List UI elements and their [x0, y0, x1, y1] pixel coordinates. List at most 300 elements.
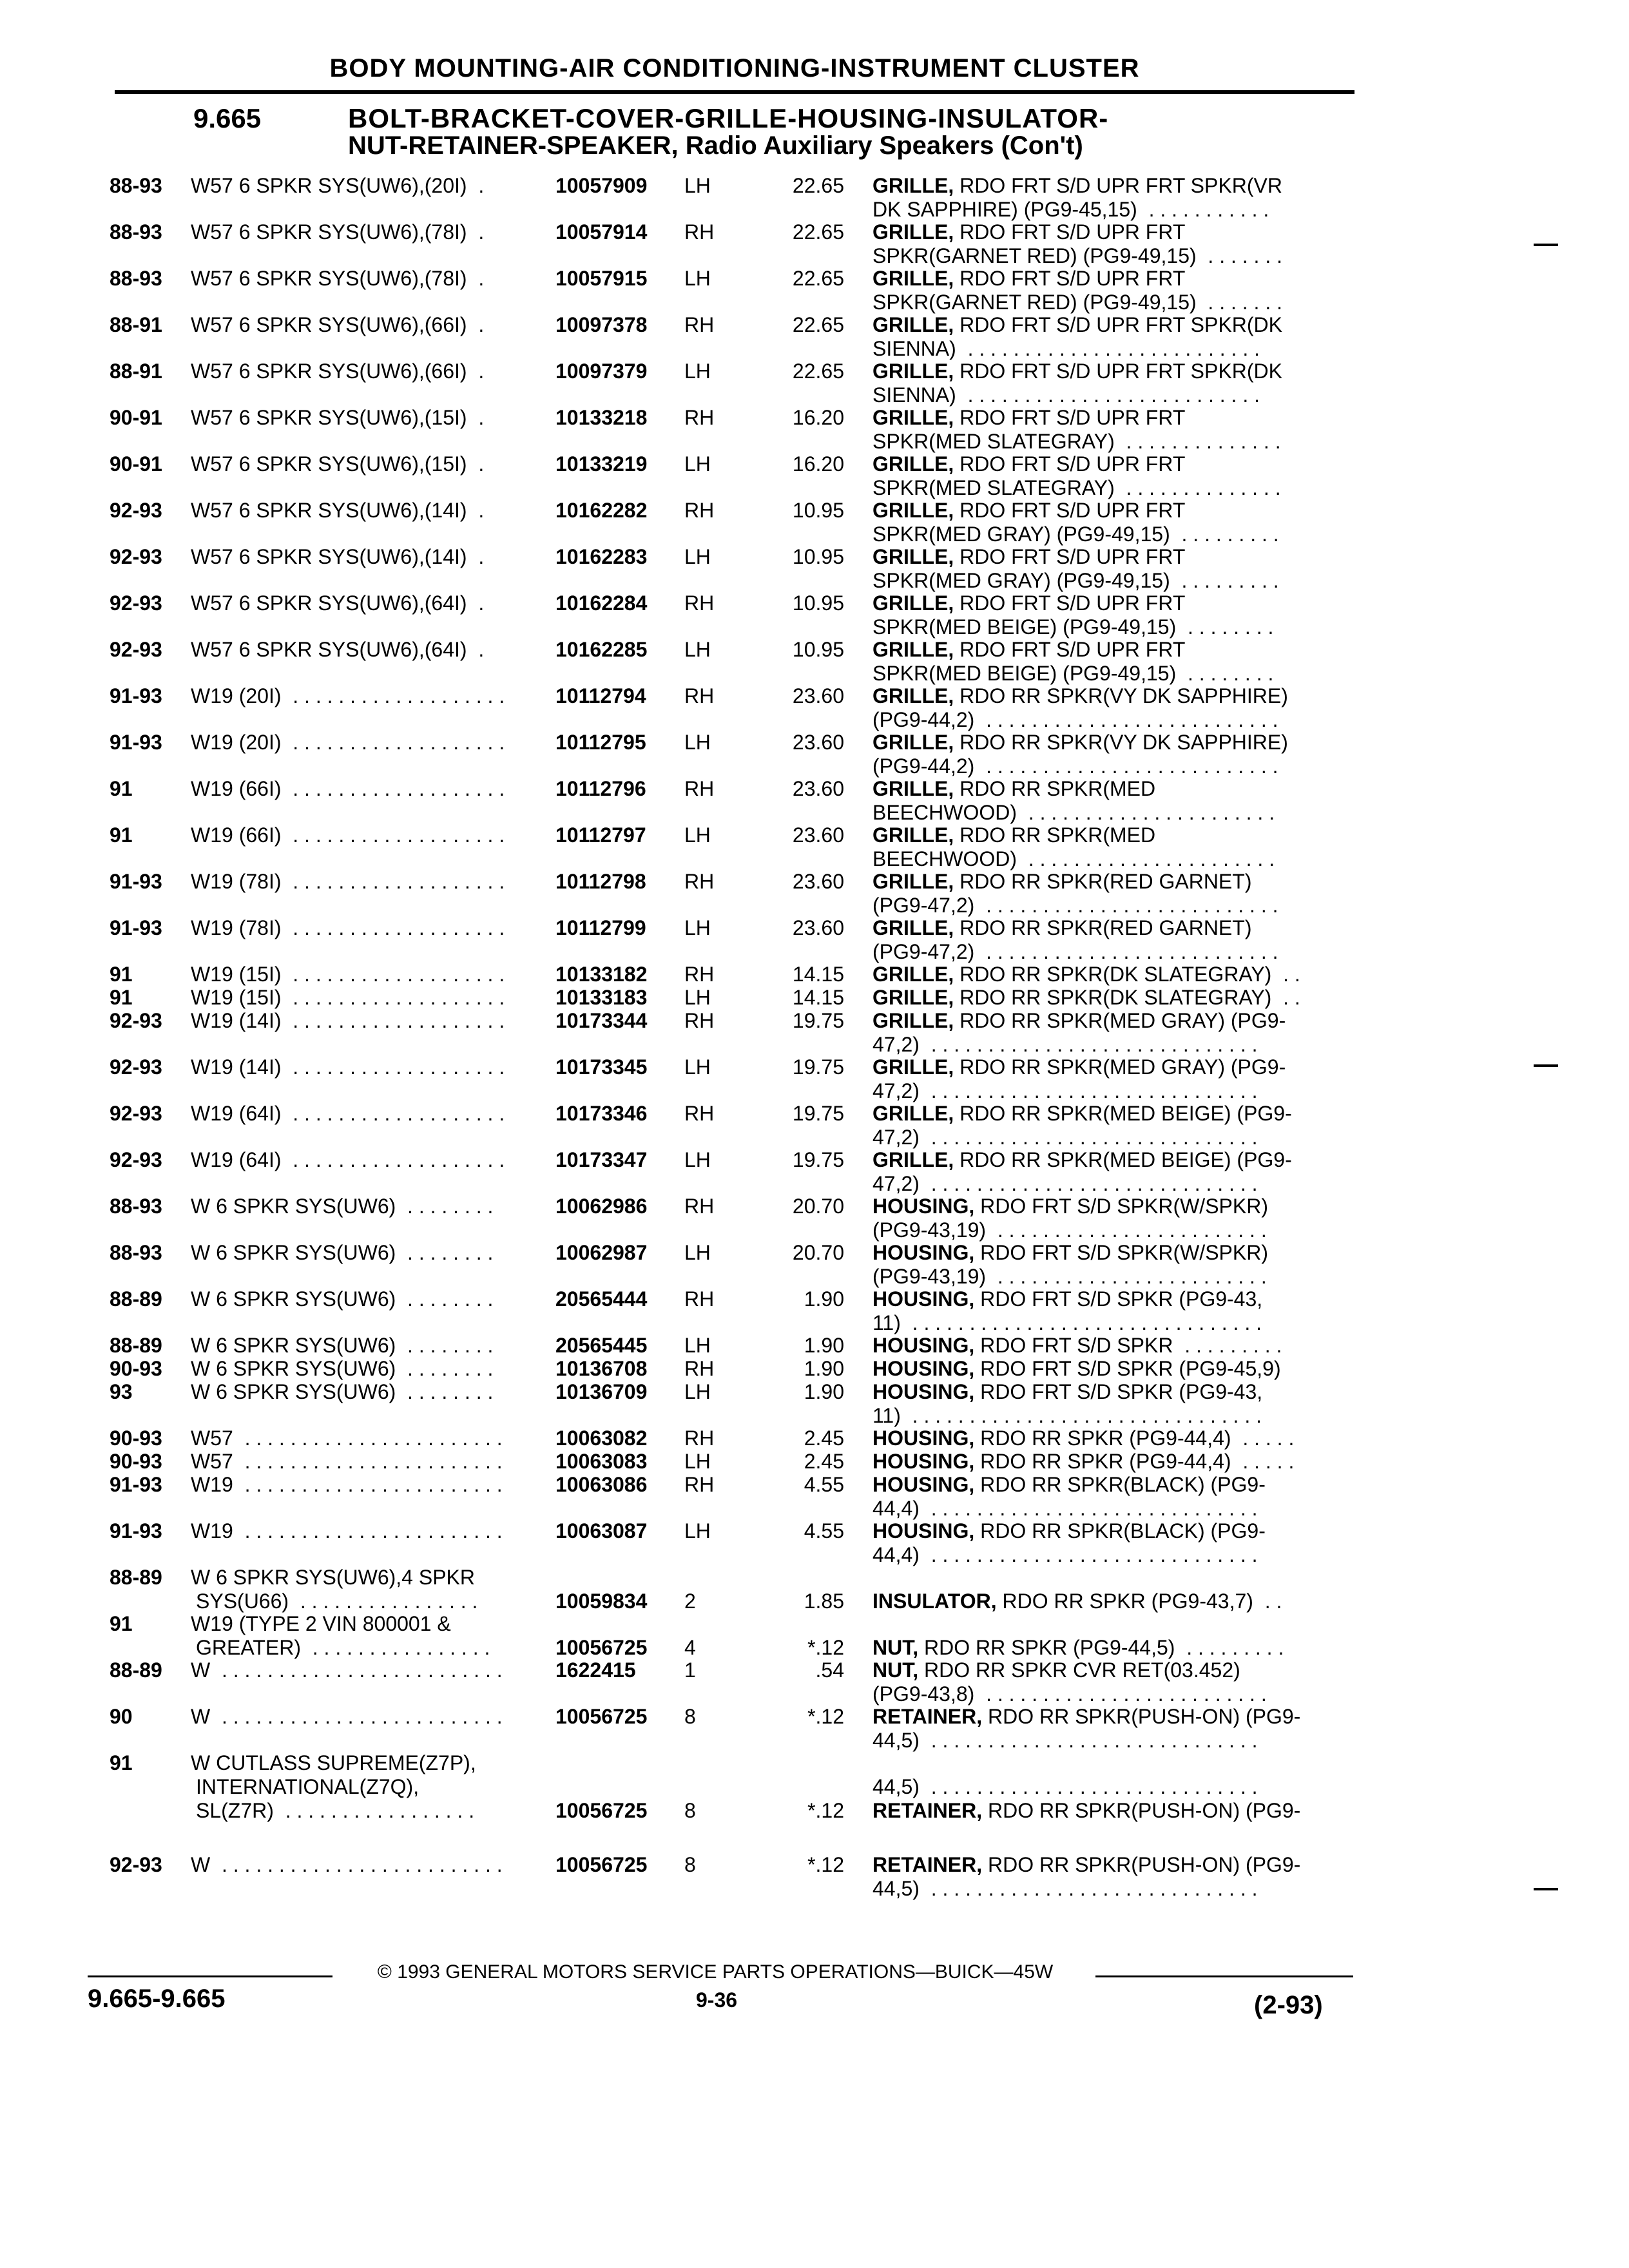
footer-date: (2-93) — [1254, 1991, 1323, 2019]
part-name: GRILLE, — [872, 1055, 954, 1079]
description-cell — [872, 916, 1349, 940]
model-cell: W 6 SPKR SYS(UW6) . . . . . . . . — [191, 1380, 494, 1403]
description-continuation: 44,5) . . . . . . . . . . . . . . . . . . . . . . . . . . . . . — [872, 1877, 1258, 1900]
description-text: RDO FRT S/D UPR FRT — [954, 638, 1186, 661]
model-cell: W19 (66I) . . . . . . . . . . . . . . . . . . . — [191, 777, 505, 800]
location-qty-cell: LH — [684, 1334, 711, 1357]
model-cell: SL(Z7R) . . . . . . . . . . . . . . . . . — [196, 1799, 475, 1822]
location-qty-cell: LH — [684, 1055, 711, 1079]
description-text: RDO RR SPKR(MED BEIGE) (PG9- — [954, 1102, 1292, 1125]
years-cell: 91 — [110, 777, 133, 800]
part-name: HOUSING, — [872, 1473, 975, 1496]
price-cell: 1.90 — [804, 1287, 844, 1311]
part-number-cell: 10173344 — [555, 1009, 648, 1032]
description-text: RDO FRT S/D UPR FRT — [954, 591, 1186, 615]
location-qty-cell: LH — [684, 1519, 711, 1542]
part-number-cell: 10056725 — [555, 1636, 648, 1659]
description-text: RDO FRT S/D SPKR (PG9-43, — [974, 1287, 1263, 1311]
part-name: GRILLE, — [872, 731, 954, 754]
part-name: HOUSING, — [872, 1450, 975, 1473]
description-text: RDO RR SPKR (PG9-43,7) . . — [996, 1590, 1282, 1613]
description-cell — [872, 1334, 1349, 1358]
model-cell: W57 6 SPKR SYS(UW6),(78I) . — [191, 220, 485, 244]
part-number-cell: 10112795 — [555, 731, 646, 754]
model-cell: W57 6 SPKR SYS(UW6),(66I) . — [191, 360, 485, 383]
description-cell — [872, 406, 1349, 430]
location-qty-cell: LH — [684, 452, 711, 476]
location-qty-cell: RH — [684, 1427, 715, 1450]
model-cell: W19 (20I) . . . . . . . . . . . . . . . . . . . — [191, 684, 505, 707]
years-cell: 88-93 — [110, 174, 162, 197]
part-name: HOUSING, — [872, 1519, 975, 1542]
part-name: HOUSING, — [872, 1334, 975, 1357]
years-cell: 92-93 — [110, 638, 162, 661]
description-cell — [872, 452, 1349, 476]
description-text: RDO RR SPKR(RED GARNET) — [954, 870, 1252, 893]
part-number-cell: 10112794 — [555, 684, 646, 707]
description-cell — [872, 1055, 1349, 1079]
description-text: RDO FRT S/D UPR FRT — [954, 406, 1186, 429]
description-continuation: SPKR(MED SLATEGRAY) . . . . . . . . . . . . . . — [872, 430, 1281, 453]
years-cell: 91-93 — [110, 870, 162, 893]
years-cell: 91 — [110, 1612, 133, 1635]
part-number-cell: 10133183 — [555, 986, 648, 1009]
model-cell: W57 6 SPKR SYS(UW6),(14I) . — [191, 545, 485, 568]
model-cell: W19 . . . . . . . . . . . . . . . . . . . . . . . — [191, 1519, 503, 1542]
years-cell: 88-93 — [110, 1195, 162, 1218]
location-qty-cell: LH — [684, 916, 711, 939]
page-title: BODY MOUNTING-AIR CONDITIONING-INSTRUMENT CLUSTER — [329, 54, 1140, 82]
location-qty-cell: 8 — [684, 1799, 696, 1822]
model-cell: W . . . . . . . . . . . . . . . . . . . . . . . . . — [191, 1658, 503, 1682]
location-qty-cell: RH — [684, 220, 715, 244]
description-continuation: SIENNA) . . . . . . . . . . . . . . . . . . . . . . . . . . — [872, 383, 1260, 407]
model-cell: SYS(U66) . . . . . . . . . . . . . . . . — [196, 1590, 478, 1613]
description-text: RDO FRT S/D SPKR (PG9-45,9) — [974, 1357, 1281, 1380]
price-cell: 20.70 — [792, 1195, 844, 1218]
part-name: GRILLE, — [872, 777, 954, 800]
description-cell — [872, 591, 1349, 615]
location-qty-cell: LH — [684, 823, 711, 847]
part-number-cell: 10136708 — [555, 1357, 648, 1380]
description-cell — [872, 823, 1349, 847]
price-cell: 19.75 — [792, 1102, 844, 1125]
description-continuation: (PG9-47,2) . . . . . . . . . . . . . . . . . . . . . . . . . . — [872, 894, 1278, 917]
part-number-cell: 10057909 — [555, 174, 648, 197]
price-cell: 2.45 — [804, 1450, 844, 1473]
description-cell — [872, 986, 1349, 1010]
years-cell: 91 — [110, 823, 133, 847]
price-cell: *.12 — [807, 1636, 844, 1659]
part-name: HOUSING, — [872, 1357, 975, 1380]
part-name: GRILLE, — [872, 870, 954, 893]
part-name: GRILLE, — [872, 684, 954, 707]
years-cell: 88-93 — [110, 267, 162, 290]
description-continuation: SPKR(MED SLATEGRAY) . . . . . . . . . . . . . . — [872, 476, 1281, 499]
years-cell: 90-93 — [110, 1427, 162, 1450]
years-cell: 91 — [110, 963, 133, 986]
description-text: RDO RR SPKR(BLACK) (PG9- — [974, 1519, 1266, 1542]
part-name: RETAINER, — [872, 1705, 983, 1728]
description-text: RDO RR SPKR(DK SLATEGRAY) . . — [954, 963, 1300, 986]
years-cell: 90-91 — [110, 406, 162, 429]
description-text: RDO RR SPKR(MED GRAY) (PG9- — [954, 1055, 1286, 1079]
model-cell: GREATER) . . . . . . . . . . . . . . . . — [196, 1636, 490, 1659]
model-cell: W19 (64I) . . . . . . . . . . . . . . . . . . . — [191, 1102, 505, 1125]
price-cell: 22.65 — [792, 313, 844, 336]
description-cell — [872, 1590, 1349, 1613]
part-number-cell: 10162285 — [555, 638, 648, 661]
part-number-cell: 10173347 — [555, 1148, 648, 1171]
part-number-cell: 10056725 — [555, 1799, 648, 1822]
description-continuation: 47,2) . . . . . . . . . . . . . . . . . . . . . . . . . . . . . — [872, 1079, 1258, 1102]
part-number-cell: 10062987 — [555, 1241, 648, 1264]
description-text: RDO FRT S/D SPKR(W/SPKR) — [974, 1195, 1268, 1218]
model-cell: W19 (14I) . . . . . . . . . . . . . . . . . . . — [191, 1009, 505, 1032]
part-name: GRILLE, — [872, 499, 954, 522]
footer-copyright: © 1993 GENERAL MOTORS SERVICE PARTS OPERATIONS—BUICK—45W — [377, 1961, 1054, 1983]
years-cell: 88-93 — [110, 1241, 162, 1264]
description-cell — [872, 684, 1349, 708]
part-number-cell: 10059834 — [555, 1590, 648, 1613]
margin-mark — [1534, 244, 1558, 246]
price-cell: 10.95 — [792, 638, 844, 661]
description-continuation: 11) . . . . . . . . . . . . . . . . . . . . . . . . . . . . . . . — [872, 1404, 1262, 1427]
price-cell: *.12 — [807, 1705, 844, 1728]
part-number-cell: 10133219 — [555, 452, 648, 476]
description-text: RDO FRT S/D UPR FRT — [954, 452, 1186, 476]
years-cell: 92-93 — [110, 499, 162, 522]
part-number-cell: 10097378 — [555, 313, 648, 336]
description-cell — [872, 1705, 1349, 1729]
description-continuation: SPKR(GARNET RED) (PG9-49,15) . . . . . . . — [872, 291, 1282, 314]
part-name: GRILLE, — [872, 313, 954, 336]
part-name: GRILLE, — [872, 1009, 954, 1032]
part-name: HOUSING, — [872, 1287, 975, 1311]
price-cell: 23.60 — [792, 777, 844, 800]
part-number-cell: 10112796 — [555, 777, 646, 800]
model-cell: INTERNATIONAL(Z7Q), — [196, 1775, 419, 1798]
model-cell: W 6 SPKR SYS(UW6) . . . . . . . . — [191, 1195, 494, 1218]
part-name: RETAINER, — [872, 1799, 983, 1822]
part-number-cell: 10097379 — [555, 360, 648, 383]
footer-page-number: 9-36 — [696, 1988, 738, 2012]
description-text: RDO RR SPKR(MED GRAY) (PG9- — [954, 1009, 1286, 1032]
description-continuation: SPKR(MED BEIGE) (PG9-49,15) . . . . . . . . — [872, 615, 1274, 639]
location-qty-cell: LH — [684, 1241, 711, 1264]
model-cell: W19 (78I) . . . . . . . . . . . . . . . . . . . — [191, 870, 505, 893]
part-name: HOUSING, — [872, 1195, 975, 1218]
part-name: GRILLE, — [872, 174, 954, 197]
part-number-cell: 10057914 — [555, 220, 648, 244]
years-cell: 91 — [110, 986, 133, 1009]
part-number-cell: 10056725 — [555, 1853, 648, 1876]
description-continuation: BEECHWOOD) . . . . . . . . . . . . . . . . . . . . . . — [872, 801, 1275, 824]
part-number-cell: 10063086 — [555, 1473, 648, 1496]
description-text: RDO RR SPKR (PG9-44,5) . . . . . . . . . — [918, 1636, 1284, 1659]
description-cell — [872, 1450, 1349, 1474]
years-cell: 90-93 — [110, 1357, 162, 1380]
description-text: RDO RR SPKR(PUSH-ON) (PG9- — [982, 1705, 1301, 1728]
price-cell: 23.60 — [792, 916, 844, 939]
part-name: GRILLE, — [872, 916, 954, 939]
model-cell: W19 (14I) . . . . . . . . . . . . . . . . . . . — [191, 1055, 505, 1079]
price-cell: 1.85 — [804, 1590, 844, 1613]
model-cell: W19 (15I) . . . . . . . . . . . . . . . . . . . — [191, 986, 505, 1009]
description-text: RDO RR SPKR(MED BEIGE) (PG9- — [954, 1148, 1292, 1171]
years-cell: 88-91 — [110, 360, 162, 383]
description-cell — [872, 1241, 1349, 1265]
model-cell: W57 6 SPKR SYS(UW6),(14I) . — [191, 499, 485, 522]
description-text: RDO RR SPKR CVR RET(03.452) — [918, 1658, 1240, 1682]
model-cell: W19 (78I) . . . . . . . . . . . . . . . . . . . — [191, 916, 505, 939]
years-cell: 92-93 — [110, 591, 162, 615]
part-name: GRILLE, — [872, 1102, 954, 1125]
part-number-cell: 10133182 — [555, 963, 648, 986]
description-cell — [872, 1102, 1349, 1126]
description-cell — [872, 963, 1349, 986]
description-cell — [872, 870, 1349, 894]
location-qty-cell: LH — [684, 545, 711, 568]
model-cell: W19 . . . . . . . . . . . . . . . . . . . . . . . — [191, 1473, 503, 1496]
price-cell: 23.60 — [792, 823, 844, 847]
description-text: RDO FRT S/D SPKR (PG9-43, — [974, 1380, 1263, 1403]
section-title-line2: NUT-RETAINER-SPEAKER, Radio Auxiliary Speakers (Con't) — [348, 131, 1083, 160]
price-cell: 16.20 — [792, 452, 844, 476]
description-cell — [872, 1853, 1349, 1877]
part-number-cell: 10056725 — [555, 1705, 648, 1728]
model-cell: W 6 SPKR SYS(UW6) . . . . . . . . — [191, 1287, 494, 1311]
margin-mark — [1534, 1888, 1558, 1890]
part-number-cell: 10063082 — [555, 1427, 648, 1450]
location-qty-cell: LH — [684, 360, 711, 383]
location-qty-cell: LH — [684, 174, 711, 197]
description-text: RDO RR SPKR(VY DK SAPPHIRE) — [954, 684, 1288, 707]
location-qty-cell: RH — [684, 1357, 715, 1380]
description-text: RDO RR SPKR(MED — [954, 823, 1156, 847]
description-text: RDO FRT S/D UPR FRT — [954, 499, 1186, 522]
price-cell: 4.55 — [804, 1473, 844, 1496]
location-qty-cell: RH — [684, 1287, 715, 1311]
price-cell: 23.60 — [792, 684, 844, 707]
description-continuation: (PG9-43,19) . . . . . . . . . . . . . . . . . . . . . . . . — [872, 1265, 1267, 1288]
part-number-cell: 10162283 — [555, 545, 648, 568]
location-qty-cell: LH — [684, 1450, 711, 1473]
price-cell: 22.65 — [792, 174, 844, 197]
years-cell: 90-91 — [110, 452, 162, 476]
description-text: RDO FRT S/D UPR FRT — [954, 220, 1186, 244]
part-number-cell: 20565444 — [555, 1287, 648, 1311]
years-cell: 92-93 — [110, 1102, 162, 1125]
description-cell — [872, 1799, 1349, 1823]
location-qty-cell: RH — [684, 591, 715, 615]
description-continuation: (PG9-43,8) . . . . . . . . . . . . . . . . . . . . . . . . . — [872, 1682, 1267, 1706]
part-name: GRILLE, — [872, 545, 954, 568]
price-cell: 20.70 — [792, 1241, 844, 1264]
description-continuation: 47,2) . . . . . . . . . . . . . . . . . . . . . . . . . . . . . — [872, 1126, 1258, 1149]
description-continuation: SPKR(MED GRAY) (PG9-49,15) . . . . . . . . . — [872, 569, 1279, 592]
description-continuation: 11) . . . . . . . . . . . . . . . . . . . . . . . . . . . . . . . — [872, 1311, 1262, 1334]
years-cell: 92-93 — [110, 545, 162, 568]
location-qty-cell: RH — [684, 313, 715, 336]
description-cell — [872, 220, 1349, 244]
part-name: GRILLE, — [872, 823, 954, 847]
description-text: RDO RR SPKR(RED GARNET) — [954, 916, 1252, 939]
description-cell — [872, 1636, 1349, 1660]
part-number-cell: 10162282 — [555, 499, 648, 522]
part-number-cell: 10063083 — [555, 1450, 648, 1473]
location-qty-cell: LH — [684, 986, 711, 1009]
price-cell: 14.15 — [792, 986, 844, 1009]
part-number-cell: 10173346 — [555, 1102, 648, 1125]
margin-mark — [1534, 1064, 1558, 1067]
model-cell: W . . . . . . . . . . . . . . . . . . . . . . . . . — [191, 1853, 503, 1876]
price-cell: 1.90 — [804, 1357, 844, 1380]
description-continuation: SPKR(MED GRAY) (PG9-49,15) . . . . . . . . . — [872, 523, 1279, 546]
description-cell — [872, 267, 1349, 291]
part-number-cell: 10057915 — [555, 267, 648, 290]
description-cell — [872, 1658, 1349, 1682]
location-qty-cell: RH — [684, 870, 715, 893]
location-qty-cell: RH — [684, 963, 715, 986]
years-cell: 91-93 — [110, 684, 162, 707]
part-name: NUT, — [872, 1658, 919, 1682]
location-qty-cell: RH — [684, 1102, 715, 1125]
description-cell — [872, 545, 1349, 569]
part-name: GRILLE, — [872, 963, 954, 986]
price-cell: 22.65 — [792, 360, 844, 383]
description-text: RDO RR SPKR(BLACK) (PG9- — [974, 1473, 1266, 1496]
description-continuation: BEECHWOOD) . . . . . . . . . . . . . . . . . . . . . . — [872, 847, 1275, 870]
model-cell: W57 6 SPKR SYS(UW6),(15I) . — [191, 406, 485, 429]
footer-rule-left — [88, 1975, 333, 1977]
description-cell — [872, 1519, 1349, 1543]
location-qty-cell: LH — [684, 731, 711, 754]
description-text: RDO FRT S/D UPR FRT SPKR(VR — [954, 174, 1282, 197]
part-name: GRILLE, — [872, 638, 954, 661]
price-cell: 1.90 — [804, 1380, 844, 1403]
years-cell: 92-93 — [110, 1853, 162, 1876]
description-text: RDO RR SPKR(PUSH-ON) (PG9- — [982, 1853, 1301, 1876]
model-cell: W57 6 SPKR SYS(UW6),(64I) . — [191, 638, 485, 661]
description-cell — [872, 1148, 1349, 1172]
model-cell: W 6 SPKR SYS(UW6),4 SPKR — [191, 1566, 475, 1589]
years-cell: 90-93 — [110, 1450, 162, 1473]
description-text: RDO FRT S/D UPR FRT — [954, 545, 1186, 568]
years-cell: 91-93 — [110, 1519, 162, 1542]
description-text: RDO RR SPKR(PUSH-ON) (PG9- — [982, 1799, 1301, 1822]
location-qty-cell: LH — [684, 1148, 711, 1171]
price-cell: 16.20 — [792, 406, 844, 429]
part-number-cell: 10136709 — [555, 1380, 648, 1403]
part-number-cell: 10112799 — [555, 916, 646, 939]
description-continuation: 47,2) . . . . . . . . . . . . . . . . . . . . . . . . . . . . . — [872, 1033, 1258, 1056]
description-cell — [872, 777, 1349, 801]
description-text: RDO RR SPKR(MED — [954, 777, 1156, 800]
location-qty-cell: 8 — [684, 1705, 696, 1728]
footer-section-range: 9.665-9.665 — [88, 1984, 226, 2013]
description-continuation: 44,5) . . . . . . . . . . . . . . . . . . . . . . . . . . . . . — [872, 1775, 1258, 1798]
price-cell: 10.95 — [792, 591, 844, 615]
model-cell: W 6 SPKR SYS(UW6) . . . . . . . . — [191, 1241, 494, 1264]
location-qty-cell: RH — [684, 499, 715, 522]
location-qty-cell: LH — [684, 1380, 711, 1403]
description-text: RDO RR SPKR(DK SLATEGRAY) . . — [954, 986, 1300, 1009]
description-text: RDO FRT S/D UPR FRT SPKR(DK — [954, 360, 1282, 383]
part-number-cell: 10063087 — [555, 1519, 648, 1542]
part-number-cell: 10112798 — [555, 870, 646, 893]
description-cell — [872, 1287, 1349, 1311]
years-cell: 90 — [110, 1705, 133, 1728]
footer-rule-right — [1095, 1975, 1353, 1977]
model-cell: W . . . . . . . . . . . . . . . . . . . . . . . . . — [191, 1705, 503, 1728]
model-cell: W19 (20I) . . . . . . . . . . . . . . . . . . . — [191, 731, 505, 754]
model-cell: W 6 SPKR SYS(UW6) . . . . . . . . — [191, 1357, 494, 1380]
description-continuation: SPKR(MED BEIGE) (PG9-49,15) . . . . . . . . — [872, 662, 1274, 685]
model-cell: W57 6 SPKR SYS(UW6),(20I) . — [191, 174, 485, 197]
price-cell: 1.90 — [804, 1334, 844, 1357]
description-continuation: (PG9-43,19) . . . . . . . . . . . . . . . . . . . . . . . . — [872, 1218, 1267, 1242]
location-qty-cell: 1 — [684, 1658, 696, 1682]
model-cell: W57 . . . . . . . . . . . . . . . . . . . . . . . — [191, 1450, 503, 1473]
location-qty-cell: LH — [684, 267, 711, 290]
description-cell — [872, 174, 1349, 198]
part-number-cell: 1622415 — [555, 1658, 636, 1682]
years-cell: 88-93 — [110, 220, 162, 244]
price-cell: 22.65 — [792, 267, 844, 290]
location-qty-cell: 4 — [684, 1636, 696, 1659]
part-name: GRILLE, — [872, 591, 954, 615]
part-name: INSULATOR, — [872, 1590, 997, 1613]
description-cell — [872, 1009, 1349, 1033]
description-text: RDO RR SPKR (PG9-44,4) . . . . . — [974, 1450, 1295, 1473]
price-cell: 10.95 — [792, 545, 844, 568]
location-qty-cell: LH — [684, 638, 711, 661]
price-cell: 2.45 — [804, 1427, 844, 1450]
part-name: HOUSING, — [872, 1427, 975, 1450]
description-continuation: SPKR(GARNET RED) (PG9-49,15) . . . . . . . — [872, 244, 1282, 267]
description-cell — [872, 1473, 1349, 1497]
model-cell: W57 6 SPKR SYS(UW6),(66I) . — [191, 313, 485, 336]
price-cell: 10.95 — [792, 499, 844, 522]
part-number-cell: 10162284 — [555, 591, 648, 615]
years-cell: 91-93 — [110, 731, 162, 754]
location-qty-cell: 8 — [684, 1853, 696, 1876]
model-cell: W19 (66I) . . . . . . . . . . . . . . . . . . . — [191, 823, 505, 847]
description-cell — [872, 313, 1349, 337]
years-cell: 92-93 — [110, 1148, 162, 1171]
price-cell: *.12 — [807, 1853, 844, 1876]
description-cell — [872, 638, 1349, 662]
price-cell: 19.75 — [792, 1148, 844, 1171]
description-cell — [872, 1195, 1349, 1218]
description-cell — [872, 1357, 1349, 1381]
price-cell: .54 — [815, 1658, 844, 1682]
description-continuation: 44,5) . . . . . . . . . . . . . . . . . . . . . . . . . . . . . — [872, 1729, 1258, 1752]
section-title-line1: BOLT-BRACKET-COVER-GRILLE-HOUSING-INSULATOR- — [348, 103, 1109, 133]
description-text: RDO FRT S/D UPR FRT — [954, 267, 1186, 290]
years-cell: 91-93 — [110, 916, 162, 939]
description-text: RDO RR SPKR(VY DK SAPPHIRE) — [954, 731, 1288, 754]
model-cell: W19 (TYPE 2 VIN 800001 & — [191, 1612, 451, 1635]
location-qty-cell: RH — [684, 1195, 715, 1218]
description-continuation: 44,4) . . . . . . . . . . . . . . . . . . . . . . . . . . . . . — [872, 1543, 1258, 1566]
years-cell: 88-89 — [110, 1334, 162, 1357]
price-cell: 14.15 — [792, 963, 844, 986]
location-qty-cell: RH — [684, 684, 715, 707]
part-number-cell: 10062986 — [555, 1195, 648, 1218]
location-qty-cell: RH — [684, 1473, 715, 1496]
